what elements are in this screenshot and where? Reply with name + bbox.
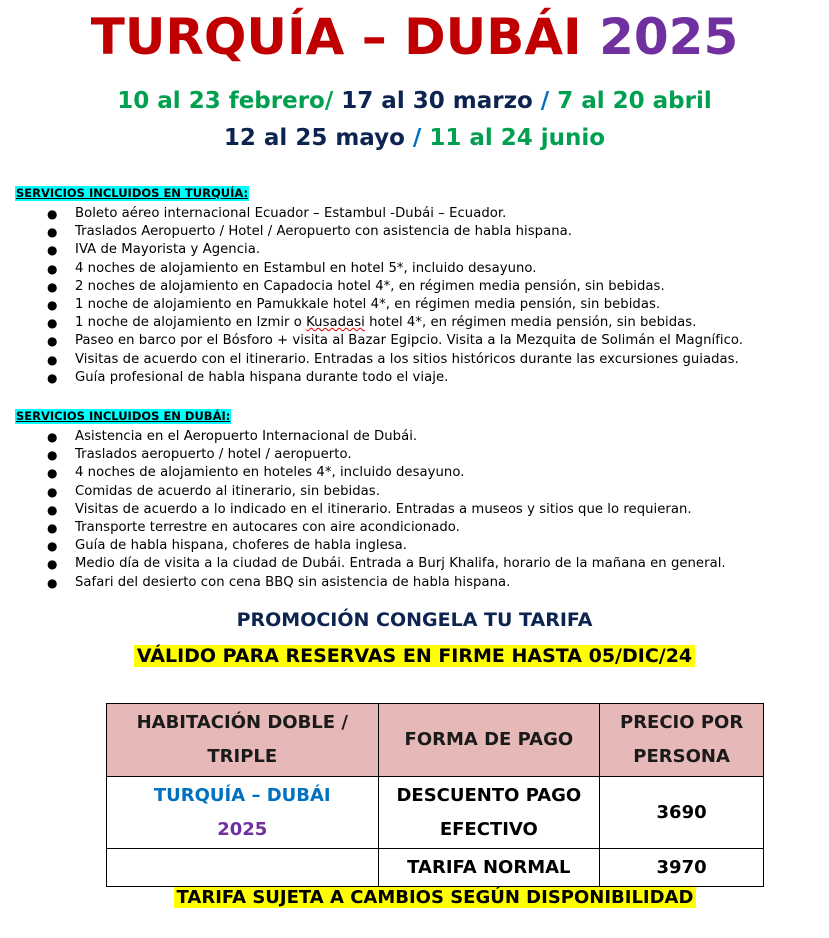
date-feb: 10 al 23 febrero (117, 88, 325, 114)
section-heading-dubai: SERVICIOS INCLUIDOS EN DUBÁI: (16, 409, 231, 423)
package-year: 2025 (217, 818, 268, 840)
list-item (15, 537, 815, 555)
table-cell-price: 3690 (600, 777, 764, 849)
bullet-icon: ● (47, 521, 58, 536)
list-item-text: 1 noche de alojamiento en Pamukkale hotel 4*, en régimen media pensión, sin bebidas. (75, 297, 661, 313)
footer-note (0, 887, 829, 908)
list-item (15, 223, 815, 241)
title-destination: TURQUÍA – DUBÁI (90, 8, 582, 66)
list-item (15, 260, 815, 278)
spellcheck-word: Kusadasi (306, 315, 365, 331)
list-item-text: Safari del desierto con cena BBQ sin asistencia de habla hispana. (75, 574, 511, 590)
bullet-icon: ● (47, 448, 58, 463)
list-item-text: 4 noches de alojamiento en Estambul en hotel 5*, incluido desayuno. (75, 260, 537, 276)
list-item (15, 369, 815, 387)
bullet-icon: ● (47, 243, 58, 258)
promo-title: PROMOCIÓN CONGELA TU TARIFA (236, 609, 593, 631)
date-sep: / (324, 88, 342, 114)
list-item (15, 241, 815, 259)
bullet-icon: ● (47, 557, 58, 572)
dates-line-1 (0, 88, 829, 114)
list-item-text: hotel 4*, en régimen media pensión, sin bebidas. (364, 315, 697, 331)
list-item (15, 332, 815, 350)
list-item-text: 2 noches de alojamiento en Capadocia hotel 4*, en régimen media pensión, sin bebidas. (75, 278, 665, 294)
bullet-icon: ● (47, 430, 58, 444)
table-cell-price: 3970 (600, 849, 764, 887)
list-item-text: 4 noches de alojamiento en hoteles 4*, incluido desayuno. (75, 465, 465, 481)
list-item (15, 464, 815, 482)
date-sep: / (532, 88, 558, 114)
services-list-turquia (15, 205, 815, 387)
list-item-text: Medio día de visita a la ciudad de Dubái. Entrada a Burj Khalifa, horario de la mañana en general. (75, 556, 726, 572)
bullet-icon: ● (47, 575, 58, 590)
list-item-text: Visitas de acuerdo con el itinerario. Entradas a los sitios históricos durante las excursiones guiadas. (75, 351, 739, 367)
table-header-room: HABITACIÓN DOBLE / TRIPLE (107, 704, 379, 777)
list-item (15, 205, 815, 223)
list-item-text: Guía de habla hispana, choferes de habla inglesa. (75, 538, 408, 554)
table-cell-package (107, 849, 379, 887)
list-item-text: Traslados aeropuerto / hotel / aeropuerto. (75, 447, 352, 463)
table-cell-payment: TARIFA NORMAL (378, 849, 600, 887)
table-header-row (107, 704, 764, 777)
table-cell-package (107, 777, 379, 849)
bullet-icon: ● (47, 352, 58, 367)
package-name: TURQUÍA – DUBÁI (153, 784, 331, 806)
title-year: 2025 (599, 8, 739, 66)
bullet-icon: ● (47, 539, 58, 554)
list-item-text: Traslados Aeropuerto / Hotel / Aeropuerto con asistencia de habla hispana. (75, 224, 573, 240)
section-heading-turquia: SERVICIOS INCLUIDOS EN TURQUÍA: (16, 186, 249, 200)
table-row (107, 777, 764, 849)
price-table (106, 703, 764, 887)
promo-validity-text: VÁLIDO PARA RESERVAS EN FIRME HASTA 05/DIC/24 (134, 645, 695, 667)
date-may: 12 al 25 mayo (223, 125, 405, 151)
list-item (15, 278, 815, 296)
list-item (15, 574, 815, 592)
table-header-price: PRECIO POR PERSONA (600, 704, 764, 777)
list-item (15, 555, 815, 573)
list-item-text: Transporte terrestre en autocares con aire acondicionado. (75, 520, 460, 536)
table-cell-payment: DESCUENTO PAGO EFECTIVO (378, 777, 600, 849)
promo-validity (0, 645, 829, 667)
list-item-text: Paseo en barco por el Bósforo + visita al Bazar Egipcio. Visita a la Mezquita de Solimán el Magnífico. (75, 333, 744, 349)
bullet-icon: ● (47, 261, 58, 276)
bullet-icon: ● (47, 484, 58, 499)
list-item-text: IVA de Mayorista y Agencia. (75, 242, 261, 258)
bullet-icon: ● (47, 466, 58, 481)
list-item (15, 296, 815, 314)
page-title (0, 8, 829, 66)
list-item-text: Guía profesional de habla hispana durante todo el viaje. (75, 369, 449, 385)
table-header-payment: FORMA DE PAGO (378, 704, 600, 777)
date-sep: / (404, 125, 430, 151)
date-apr: 7 al 20 abril (557, 88, 712, 114)
bullet-icon: ● (47, 207, 58, 221)
list-item (15, 501, 815, 519)
section-dubai (15, 407, 815, 592)
footer-note-text: TARIFA SUJETA A CAMBIOS SEGÚN DISPONIBILIDAD (174, 887, 697, 908)
list-item (15, 483, 815, 501)
list-item-text: Asistencia en el Aeropuerto Internacional de Dubái. (75, 429, 418, 444)
list-item (15, 446, 815, 464)
bullet-icon: ● (47, 279, 58, 294)
bullet-icon: ● (47, 334, 58, 349)
table-row (107, 849, 764, 887)
list-item (15, 351, 815, 369)
bullet-icon: ● (47, 370, 58, 385)
dates-line-2 (0, 125, 829, 151)
section-turquia (15, 184, 815, 387)
services-list-dubai (15, 428, 815, 592)
bullet-icon: ● (47, 316, 58, 331)
list-item-text: Comidas de acuerdo al itinerario, sin bebidas. (75, 483, 380, 499)
list-item (15, 314, 815, 332)
list-item (15, 428, 815, 446)
list-item (15, 519, 815, 537)
bullet-icon: ● (47, 298, 58, 313)
date-jun: 11 al 24 junio (429, 125, 606, 151)
bullet-icon: ● (47, 502, 58, 517)
list-item-text: Boleto aéreo internacional Ecuador – Estambul -Dubái – Ecuador. (75, 206, 507, 221)
date-mar: 17 al 30 marzo (341, 88, 533, 114)
bullet-icon: ● (47, 225, 58, 240)
list-item-text: Visitas de acuerdo a lo indicado en el itinerario. Entradas a museos y sitios que lo requieran. (75, 501, 692, 517)
list-item-text: 1 noche de alojamiento en Izmir o (75, 315, 307, 331)
